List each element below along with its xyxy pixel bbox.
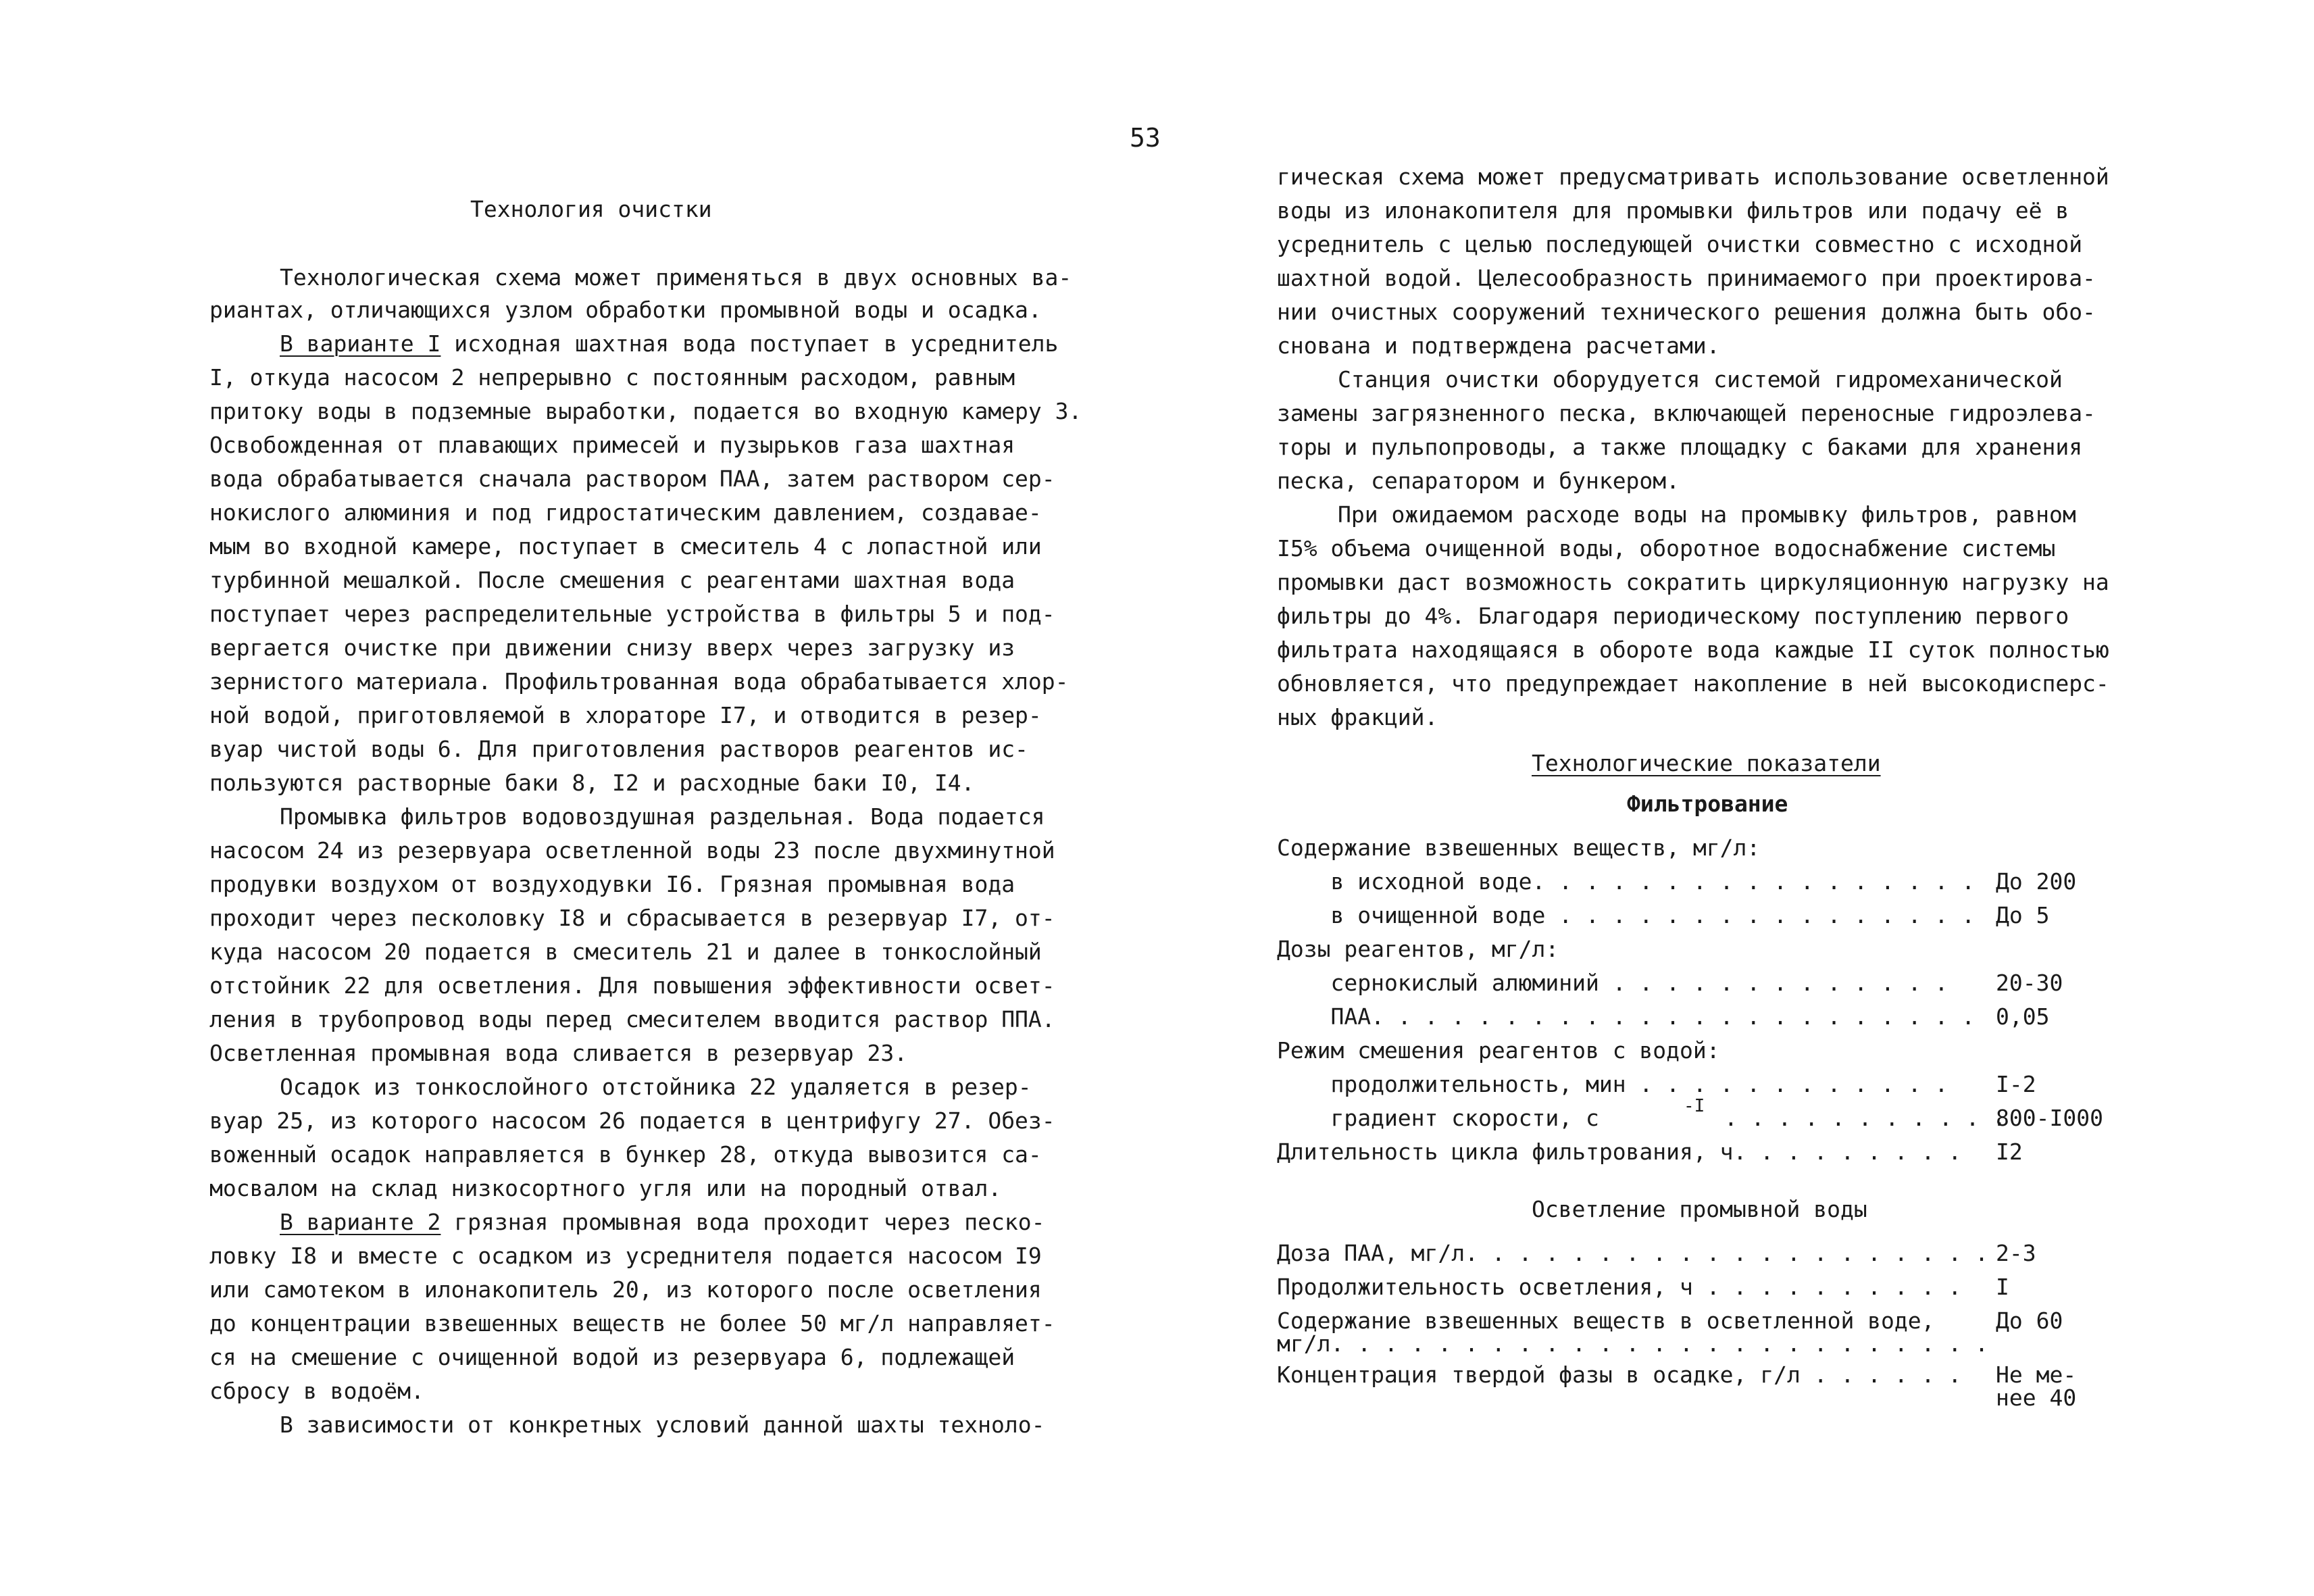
text-line: нии очистных сооружений технического решения должна быть обо- xyxy=(1277,299,2096,325)
text-line: В зависимости от конкретных условий данной шахты техноло- xyxy=(280,1412,1045,1438)
text-line: фильтрата находящаяся в обороте вода каждые II суток полностью xyxy=(1277,637,2109,663)
text-line: шахтной водой. Целесообразность принимаемого при проектирова- xyxy=(1277,265,2096,291)
text-line: риантах, отличающихся узлом обработки промывной воды и осадка. xyxy=(209,297,1042,323)
text-line: воды из илонакопителя для промывки фильтров или подачу её в xyxy=(1277,197,2069,224)
text-line: I5% объема очищенной воды, оборотное водоснабжение системы xyxy=(1277,535,2056,562)
text-line: вуар 25, из которого насосом 26 подается в центрифугу 27. Обез- xyxy=(209,1107,1055,1134)
text-line: вода обрабатывается сначала раствором ПАА, затем раствором сер- xyxy=(209,466,1055,492)
text-line: пользуются растворные баки 8, I2 и расходные баки I0, I4. xyxy=(209,770,975,796)
variant-2-label: В варианте 2 xyxy=(280,1209,441,1235)
spec-value: 0,05 xyxy=(1996,1003,2050,1030)
spec-value: До 60 xyxy=(1996,1307,2063,1334)
text-line: до концентрации взвешенных веществ не более 50 мг/л направляет- xyxy=(209,1310,1055,1337)
spec-label: Дозы реагентов, мг/л: xyxy=(1277,936,1559,962)
text-line: продувки воздухом от воздуходувки I6. Грязная промывная вода xyxy=(209,871,1015,897)
variant-1-label: В варианте I xyxy=(280,330,441,357)
text-line: ных фракций. xyxy=(1277,704,1438,730)
text-line: нокислого алюминия и под гидростатическим давлением, создавае- xyxy=(209,499,1042,526)
text-line: или самотеком в илонакопитель 20, из которого после осветления xyxy=(209,1276,1042,1303)
page-number: 53 xyxy=(1130,123,1161,153)
text-line: ной водой, приготовляемой в хлораторе I7, и отводится в резер- xyxy=(209,702,1042,728)
text-line-variant-2 xyxy=(280,1211,1045,1233)
spec-label: в исходной воде. . . . . . . . . . . . . . . . . xyxy=(1277,868,1976,895)
text-line: промывки даст возможность сократить циркуляционную нагрузку на xyxy=(1277,569,2109,595)
text-line: поступает через распределительные устройства в фильтры 5 и под- xyxy=(209,601,1055,627)
text-line: Освобожденная от плавающих примесей и пузырьков газа шахтная xyxy=(209,432,1015,458)
clarification-heading: Осветление промывной воды xyxy=(1532,1196,1867,1222)
text-line: вуар чистой воды 6. Для приготовления растворов реагентов ис- xyxy=(209,736,1028,762)
spec-row-gradient xyxy=(1157,1096,2314,1141)
text-line: ления в трубопровод воды перед смесителем вводится раствор ППА. xyxy=(209,1006,1055,1032)
text-line: Осадок из тонкослойного отстойника 22 удаляется в резер- xyxy=(280,1074,1032,1100)
spec-label: сернокислый алюминий . . . . . . . . . . . . . xyxy=(1277,970,1948,996)
spec-label: Длительность цикла фильтрования, ч. . . . . . . . . xyxy=(1277,1139,1962,1165)
text-line: мым во входной камере, поступает в смеситель 4 с лопастной или xyxy=(209,533,1042,559)
spec-value: 800-I000 xyxy=(1996,1105,2103,1131)
spec-label: Концентрация твердой фазы в осадке, г/л . . . . . . xyxy=(1277,1362,1962,1388)
text-line: отстойник 22 для осветления. Для повышения эффективности освет- xyxy=(209,972,1055,999)
text-line: Промывка фильтров водовоздушная раздельная. Вода подается xyxy=(280,803,1045,830)
text-line: мосвалом на склад низкосортного угля или на породный отвал. xyxy=(209,1175,1002,1201)
text-line: I, откуда насосом 2 непрерывно с постоянным расходом, равным xyxy=(209,364,1015,391)
spec-label: градиент скорости, с xyxy=(1277,1105,1599,1131)
text-line: насосом 24 из резервуара осветленной воды 23 после двухминутной xyxy=(209,837,1055,864)
spec-row xyxy=(1157,1242,2314,1276)
gradient-dots: . . . . . . . . . . . xyxy=(1724,1105,2007,1131)
text-line: песка, сепаратором и бункером. xyxy=(1277,468,1680,494)
spec-value: Не ме- xyxy=(1996,1362,2077,1388)
spec-row xyxy=(1157,1276,2314,1310)
text-line: фильтры до 4%. Благодаря периодическому поступлению первого xyxy=(1277,603,2069,629)
spec-row xyxy=(1157,938,2314,972)
text-line: замены загрязненного песка, включающей переносные гидроэлева- xyxy=(1277,400,2096,426)
section-heading-technology: Технология очистки xyxy=(470,196,712,222)
text-line: Осветленная промывная вода сливается в резервуар 23. xyxy=(209,1040,908,1066)
spec-value: I-2 xyxy=(1996,1071,2036,1097)
text-line: При ожидаемом расходе воды на промывку фильтров, равном xyxy=(1338,501,2076,528)
text-line: сбросу в водоём. xyxy=(209,1378,424,1404)
spec-row xyxy=(1157,834,2314,870)
text-line: зернистого материала. Профильтрованная вода обрабатывается хлор- xyxy=(209,668,1069,695)
text-line: Технологическая схема может применяться в двух основных ва- xyxy=(280,264,1072,291)
spec-row xyxy=(1157,1039,2314,1073)
text-line: куда насосом 20 подается в смеситель 21 и далее в тонкослойный xyxy=(209,939,1042,965)
text-line: усреднитель с целью последующей очистки совместно с исходной xyxy=(1277,231,2083,257)
text-line: гическая схема может предусматривать использование осветленной xyxy=(1277,164,2109,190)
text-line: воженный осадок направляется в бункер 28, откуда вывозится са- xyxy=(209,1141,1042,1168)
text-fragment: исходная шахтная вода поступает в усреднитель xyxy=(454,330,1059,357)
spec-label: мг/л. . . . . . . . . . . . . . . . . . . . . . . . . xyxy=(1277,1330,1988,1357)
gradient-superscript: -I xyxy=(1684,1096,1705,1116)
text-line: ловку I8 и вместе с осадком из усреднителя подается насосом I9 xyxy=(209,1243,1042,1269)
spec-label: Доза ПАА, мг/л. . . . . . . . . . . . . . . . . . . . xyxy=(1277,1240,1988,1266)
text-line: торы и пульпопроводы, а также площадку с баками для хранения xyxy=(1277,434,2083,460)
spec-label: Режим смешения реагентов с водой: xyxy=(1277,1037,1720,1064)
text-line: обновляется, что предупреждает накопление в ней высокодисперс- xyxy=(1277,670,2109,697)
spec-row xyxy=(1157,1387,2314,1420)
text-line: ся на смешение с очищенной водой из резервуара 6, подлежащей xyxy=(209,1344,1015,1370)
text-line: Станция очистки оборудуется системой гидромеханической xyxy=(1338,366,2063,393)
spec-value: I2 xyxy=(1996,1139,2023,1165)
spec-label: в очищенной воде . . . . . . . . . . . . . . . . xyxy=(1277,902,1976,928)
spec-value: 20-30 xyxy=(1996,970,2063,996)
spec-label: Содержание взвешенных веществ, мг/л: xyxy=(1277,834,1761,861)
spec-value: До 5 xyxy=(1996,902,2050,928)
text-line: вергается очистке при движении снизу вверх через загрузку из xyxy=(209,634,1015,661)
filtration-heading: Фильтрование xyxy=(1627,791,1788,817)
spec-label: Продолжительность осветления, ч . . . . . . . . . . xyxy=(1277,1274,1962,1300)
spec-row xyxy=(1157,1005,2314,1039)
spec-row xyxy=(1157,1073,2314,1107)
spec-row xyxy=(1157,1141,2314,1174)
right-column xyxy=(1157,0,2314,1596)
text-line: притоку воды в подземные выработки, подается во входную камеру 3. xyxy=(209,398,1082,424)
text-line: снована и подтверждена расчетами. xyxy=(1277,332,1720,359)
spec-label: продолжительность, мин . . . . . . . . . . . . xyxy=(1277,1071,1948,1097)
text-fragment: грязная промывная вода проходит через песко- xyxy=(454,1209,1045,1235)
spec-value: До 200 xyxy=(1996,868,2077,895)
spec-row xyxy=(1157,870,2314,904)
spec-label: ПАА. . . . . . . . . . . . . . . . . . . . . . . xyxy=(1277,1003,1976,1030)
spec-value: нее 40 xyxy=(1996,1385,2077,1411)
spec-label: Содержание взвешенных веществ в осветленной воде, xyxy=(1277,1307,1935,1334)
spec-value: I xyxy=(1996,1274,2009,1300)
text-line-variant-1 xyxy=(280,332,1058,355)
text-line: проходит через песколовку I8 и сбрасывается в резервуар I7, от- xyxy=(209,905,1055,931)
indicators-heading: Технологические показатели xyxy=(1532,750,1881,776)
spec-row xyxy=(1157,904,2314,938)
spec-value: 2-3 xyxy=(1996,1240,2036,1266)
spec-row xyxy=(1157,972,2314,1005)
text-line: турбинной мешалкой. После смешения с реагентами шахтная вода xyxy=(209,567,1015,593)
